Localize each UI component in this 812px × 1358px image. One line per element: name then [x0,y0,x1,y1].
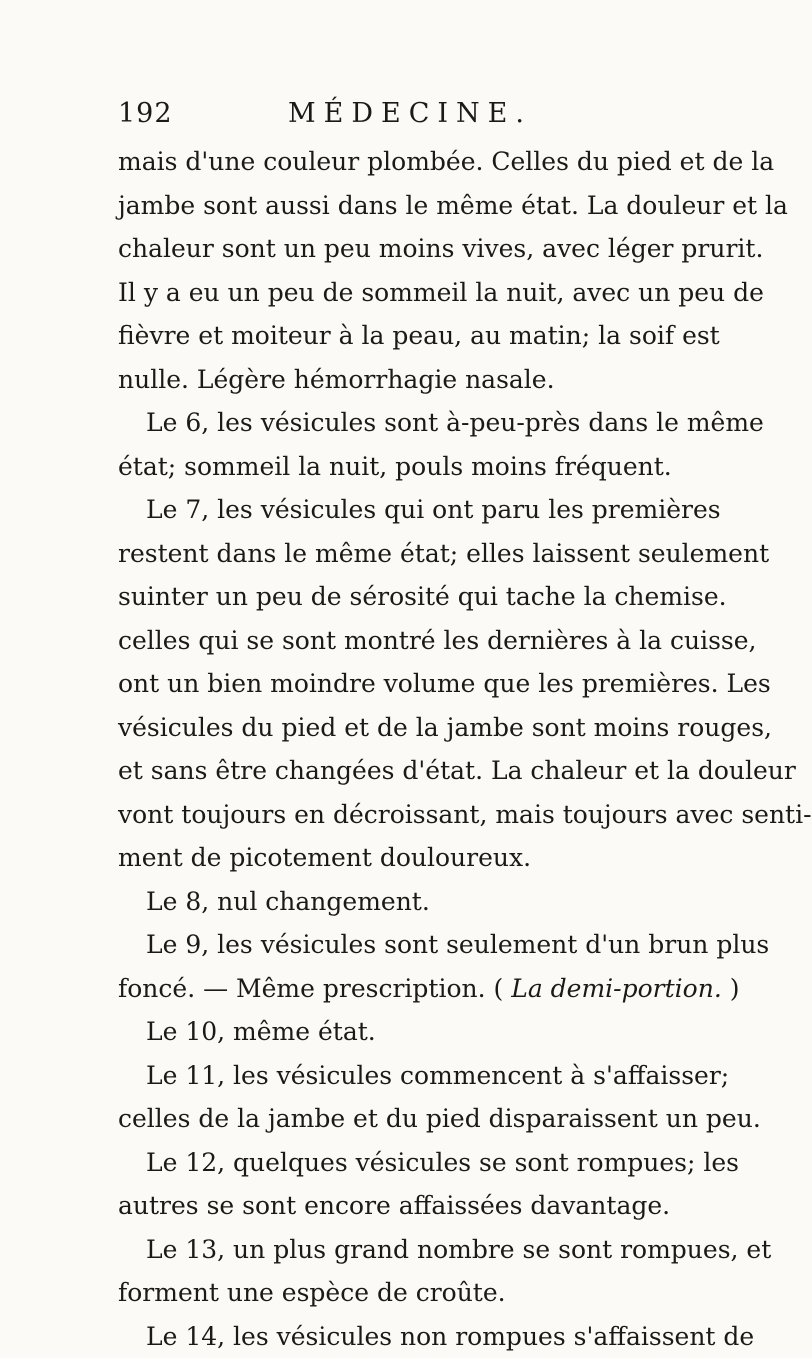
body-text [118,140,678,1358]
text-line: état; sommeil la nuit, pouls moins fréquent. [118,445,678,489]
text-line: Le 10, même état. [118,1010,678,1054]
text-segment: ) [730,974,740,1003]
page-number: 192 [118,98,173,129]
text-line: celles de la jambe et du pied disparaissent un peu. [118,1097,678,1141]
text-line: jambe sont aussi dans le même état. La douleur et la [118,184,678,228]
text-line: autres se sont encore affaissées davantage. [118,1184,678,1228]
text-line: Le 13, un plus grand nombre se sont rompues, et [118,1228,678,1272]
text-line: fièvre et moiteur à la peau, au matin; la soif est [118,314,678,358]
text-line: mais d'une couleur plombée. Celles du pied et de la [118,140,678,184]
text-line [118,967,678,1011]
text-line: Le 14, les vésicules non rompues s'affaissent de [118,1315,678,1358]
text-line: restent dans le même état; elles laissent seulement [118,532,678,576]
text-line: vésicules du pied et de la jambe sont moins rouges, [118,706,678,750]
text-line: ment de picotement douloureux. [118,836,678,880]
text-line: Le 11, les vésicules commencent à s'affaisser; [118,1054,678,1098]
text-line: Le 8, nul changement. [118,880,678,924]
text-line: Le 12, quelques vésicules se sont rompues; les [118,1141,678,1185]
text-line: forment une espèce de croûte. [118,1271,678,1315]
text-line: Le 6, les vésicules sont à-peu-près dans le même [118,401,678,445]
text-line: Le 7, les vésicules qui ont paru les premières [118,488,678,532]
page-header [118,98,678,138]
text-line: Il y a eu un peu de sommeil la nuit, avec un peu de [118,271,678,315]
text-line: et sans être changées d'état. La chaleur et la douleur [118,749,678,793]
text-line: ont un bien moindre volume que les premières. Les [118,662,678,706]
text-line: celles qui se sont montré les dernières à la cuisse, [118,619,678,663]
text-segment: foncé. — Même prescription. ( [118,974,503,1003]
text-line: vont toujours en décroissant, mais toujours avec senti- [118,793,678,837]
running-title: MÉDECINE. [288,98,532,129]
text-line: chaleur sont un peu moins vives, avec léger prurit. [118,227,678,271]
text-line: nulle. Légère hémorrhagie nasale. [118,358,678,402]
text-line: Le 9, les vésicules sont seulement d'un brun plus [118,923,678,967]
text-line: suinter un peu de sérosité qui tache la chemise. [118,575,678,619]
italic-segment: La demi-portion. [511,974,722,1003]
